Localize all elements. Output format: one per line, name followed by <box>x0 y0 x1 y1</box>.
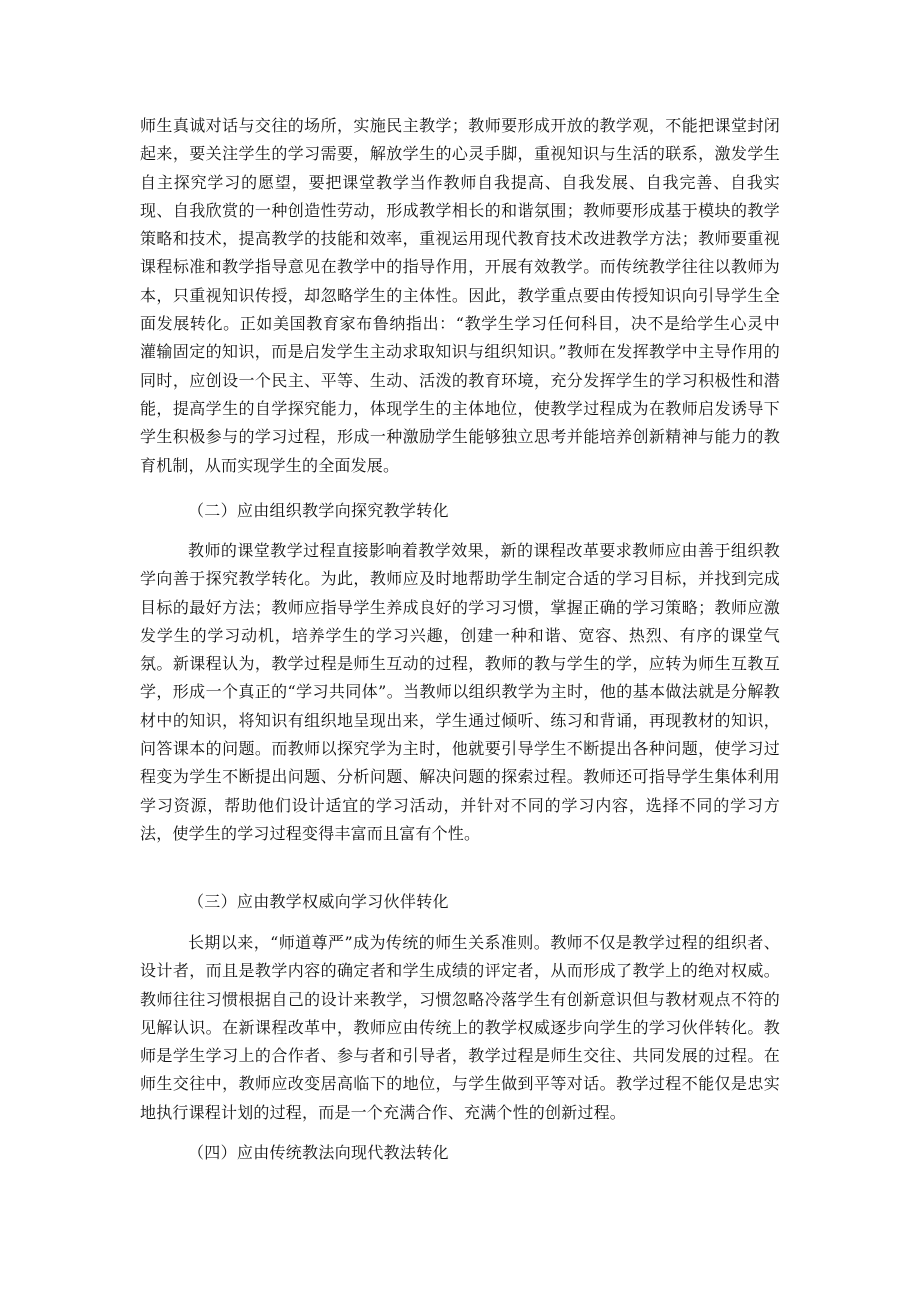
paragraph-inquiry-teaching: 教师的课堂教学过程直接影响着教学效果，新的课程改革要求教师应由善于组织教学向善于探究教学转化。为此，教师应及时地帮助学生制定合适的学习目标，并找到完成目标的最好方法；教师应指导学生养成良好的学习习惯，掌握正确的学习策略；教师应激发学生的学习动机，培养学生的学习兴趣，创建一种和谐、宽容、热烈、有序的课堂气氛。新课程认为，教学过程是师生互动的过程，教师的教与学生的学，应转为师生互教互学，形成一个真正的“学习共同体”。当教师以组织教学为主时，他的基本做法就是分解教材中的知识，将知识有组织地呈现出来，学生通过倾听、练习和背诵，再现教材的知识，问答课本的问题。而教师以探究学为主时，他就要引导学生不断提出各种问题，使学习过程变为学生不断提出问题、分析问题、解决问题的探索过程。教师还可指导学生集体利用学习资源，帮助他们设计适宜的学习活动，并针对不同的学习内容，选择不同的学习方法，使学生的学习过程变得丰富而且富有个性。 <box>140 541 780 843</box>
section-heading-4: （四）应由传统教法向现代教法转化 <box>188 1143 449 1162</box>
section-heading-2: （二）应由组织教学向探究教学转化 <box>188 501 449 520</box>
section-heading-3: （三）应由教学权威向学习伙伴转化 <box>188 892 449 911</box>
paragraph-learning-partner: 长期以来，“师道尊严”成为传统的师生关系准则。教师不仅是教学过程的组织者、设计者，而且是教学内容的确定者和学生成绩的评定者，从而形成了教学上的绝对权威。教师往往习惯根据自己的设计来教学，习惯忽略冷落学生有创新意识但与教材观点不符的见解认识。在新课程改革中，教师应由传统上的教学权威逐步向学生的学习伙伴转化。教师是学生学习上的合作者、参与者和引导者，教学过程是师生交往、共同发展的过程。在师生交往中，教师应改变居高临下的地位，与学生做到平等对话。教学过程不能仅是忠实地执行课程计划的过程，而是一个充满合作、充满个性的创新过程。 <box>140 933 780 1122</box>
paragraph-teacher-role: 师生真诚对话与交往的场所，实施民主教学；教师要形成开放的教学观，不能把课堂封闭起来，要关注学生的学习需要，解放学生的心灵手脚，重视知识与生活的联系，激发学生自主探究学习的愿望，要把课堂教学当作教师自我提高、自我发展、自我完善、自我实现、自我欣赏的一种创造性劳动，形成教学相长的和谐氛围；教师要形成基于模块的教学策略和技术，提高教学的技能和效率，重视运用现代教育技术改进教学方法；教师要重视课程标准和教学指导意见在教学中的指导作用，开展有效教学。而传统教学往往以教师为本，只重视知识传授，却忽略学生的主体性。因此，教学重点要由传授知识向引导学生全面发展转化。正如美国教育家布鲁纳指出：“教学生学习任何科目，决不是给学生心灵中灌输固定的知识，而是启发学生主动求取知识与组织知识。”教师在发挥教学中主导作用的同时，应创设一个民主、平等、生动、活泼的教育环境，充分发挥学生的学习积极性和潜能，提高学生的自学探究能力，体现学生的主体地位，使教学过程成为在教师启发诱导下学生积极参与的学习过程，形成一种激励学生能够独立思考并能培养创新精神与能力的教育机制，从而实现学生的全面发展。 <box>140 116 780 475</box>
